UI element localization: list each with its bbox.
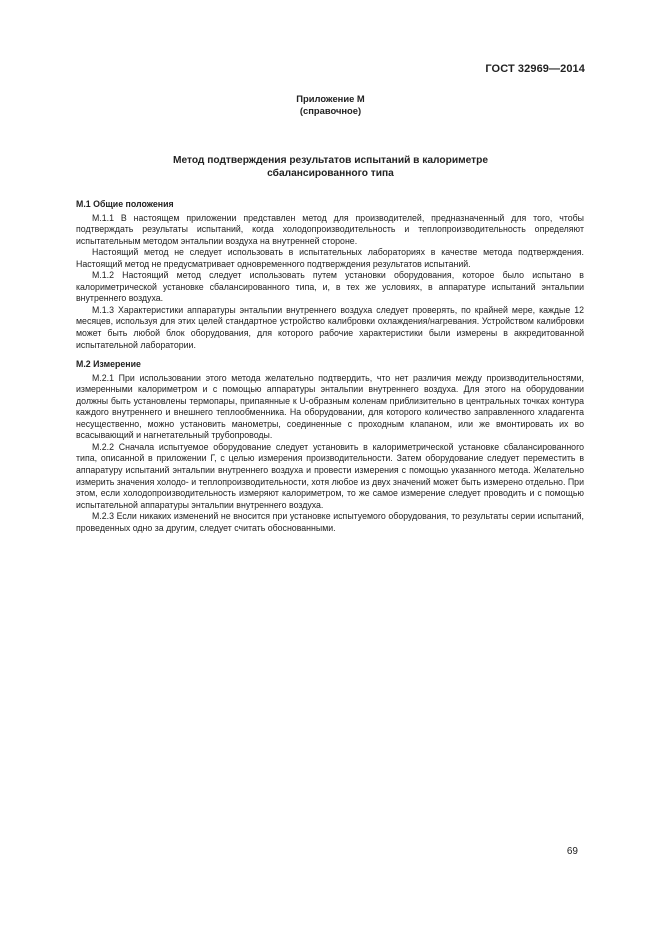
paragraph: М.1.2 Настоящий метод следует использовать путем установки оборудования, которое было испытано в калориметрической установке сбалансированного типа, и, в тех же условиях, в аппаратуре испытаний энтальпии внутреннего воздуха.: [76, 270, 584, 304]
paragraph: М.2.1 При использовании этого метода желательно подтвердить, что нет различия между производительностями, измеренными калориметром и с помощью аппаратуры энтальпии внутреннего воздуха. Для этого на оборудовании должны быть установлены термопары, припаянные к U-образным коленам приблизительно в центральных точках контура каждого внутреннего и внешнего теплообменника. На оборудовании, для которого количество заправленного хладагента несущественно, можно установить манометры, соединенные с проходным клапаном, или же вмонтировать их во всасывающий и нагнетательный трубопроводы.: [76, 372, 584, 441]
paragraph: М.2.3 Если никаких изменений не вносится при установке испытуемого оборудования, то результаты серии испытаний, проведенных одно за другим, следует считать обоснованными.: [76, 511, 584, 533]
paragraph: М.2.2 Сначала испытуемое оборудование следует установить в калориметрической установке сбалансированного типа, описанной в приложении Г, с целью измерения производительности. Затем оборудование следует переместить в аппаратуру испытаний энтальпии внутреннего воздуха и провести измерения с помощью указанного метода. Желательно измерить значения холодо- и теплопроизводительности, хотя любое из двух значений может быть измерено отдельно. При этом, если холодопроизводительность измеряют калориметром, то же самое измерение следует проводить и с помощью испытательной аппаратуры энтальпии внутреннего воздуха.: [76, 441, 584, 510]
document-title: [0, 154, 661, 180]
section-heading: М.1 Общие положения: [76, 199, 174, 209]
appendix-type: (справочное): [299, 105, 362, 116]
section-measurement: [76, 359, 584, 534]
appendix-label: Приложение М: [296, 93, 365, 104]
appendix-heading: [0, 93, 661, 117]
page-number: 69: [566, 846, 578, 857]
section-general: [76, 199, 584, 351]
title-line-2: сбалансированного типа: [267, 168, 394, 179]
document-body: [76, 199, 584, 534]
paragraph: Настоящий метод не следует использовать в испытательных лабораториях в качестве метода подтверждения. Настоящий метод не предусматривает одновременного подтверждения результатов испытаний.: [76, 247, 584, 269]
section-heading: М.2 Измерение: [76, 359, 141, 370]
paragraph: М.1.1 В настоящем приложении представлен метод для производителей, предназначенный для того, чтобы подтверждать результаты испытаний, когда холодопроизводительность и теплопроизводительность определяют испытательным методом энтальпии воздуха на внутренней стороне.: [76, 212, 584, 246]
section-spacer: [76, 351, 584, 359]
paragraph: М.1.3 Характеристики аппаратуры энтальпии внутреннего воздуха следует проверять, по крайней мере, каждые 12 месяцев, используя для этих целей стандартное устройство калибровки охлаждения/нагревания. Устройством калибровки может быть любой блок оборудования, для которого рабочие характеристики были измерены в аккредитованной испытательной лаборатории.: [76, 304, 584, 350]
standard-code: ГОСТ 32969—2014: [485, 63, 585, 75]
title-line-1: Метод подтверждения результатов испытаний в калориметре: [172, 155, 489, 166]
